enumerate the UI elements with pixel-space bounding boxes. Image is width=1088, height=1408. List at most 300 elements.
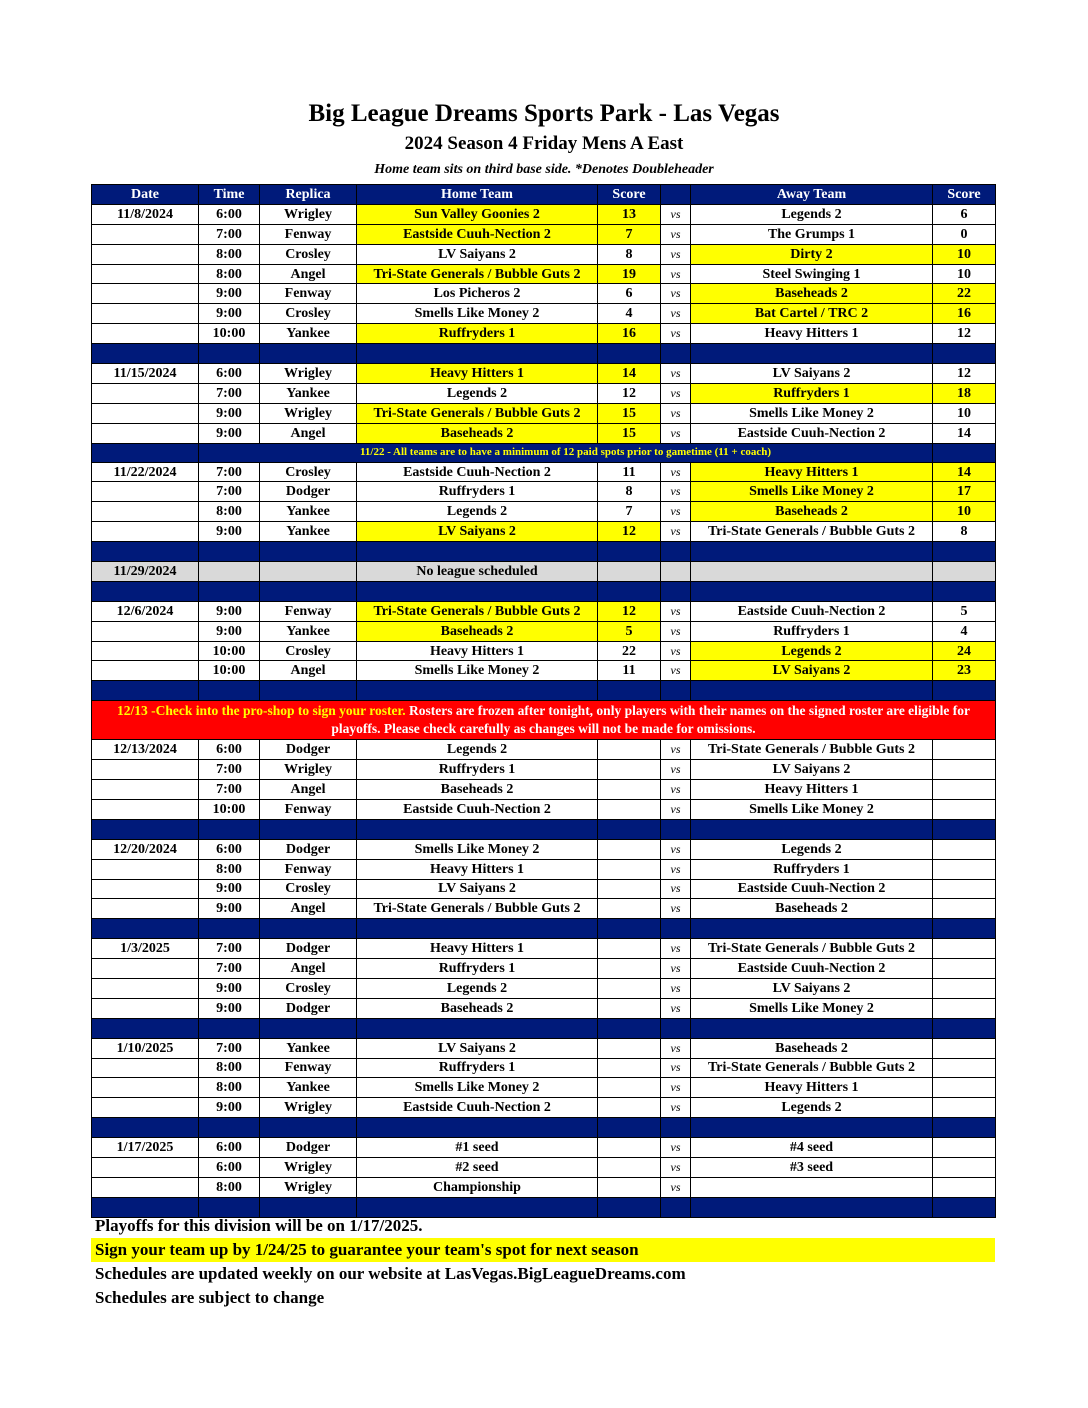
separator-cell — [661, 344, 691, 364]
home-team: Legends 2 — [357, 978, 598, 998]
game-time: 9:00 — [199, 1098, 260, 1118]
game-row — [92, 1078, 996, 1098]
away-team: Steel Swinging 1 — [691, 264, 933, 284]
game-field: Dodger — [260, 1138, 357, 1158]
home-team: Los Picheros 2 — [357, 284, 598, 304]
separator-cell — [661, 681, 691, 701]
vs-label: vs — [661, 978, 691, 998]
separator-cell — [933, 919, 996, 939]
separator-cell — [92, 1118, 199, 1138]
col-header-away-team: Away Team — [691, 185, 933, 205]
separator-cell — [199, 344, 260, 364]
game-row — [92, 859, 996, 879]
game-row — [92, 899, 996, 919]
separator-cell — [598, 542, 661, 562]
away-score: 12 — [933, 324, 996, 344]
empty-cell — [598, 562, 661, 582]
vs-label: vs — [661, 1157, 691, 1177]
game-field: Angel — [260, 423, 357, 443]
game-field: Wrigley — [260, 760, 357, 780]
away-score — [933, 959, 996, 979]
vs-label: vs — [661, 224, 691, 244]
home-team: Eastside Cuuh-Nection 2 — [357, 224, 598, 244]
game-field: Crosley — [260, 978, 357, 998]
game-row — [92, 324, 996, 344]
away-score — [933, 879, 996, 899]
game-date — [92, 264, 199, 284]
home-team: Sun Valley Goonies 2 — [357, 204, 598, 224]
game-row — [92, 780, 996, 800]
vs-label: vs — [661, 998, 691, 1018]
home-score: 5 — [598, 621, 661, 641]
separator-cell — [199, 1118, 260, 1138]
game-field: Angel — [260, 780, 357, 800]
game-field: Dodger — [260, 482, 357, 502]
away-score: 12 — [933, 364, 996, 384]
away-team — [691, 1177, 933, 1197]
game-field: Angel — [260, 959, 357, 979]
away-team: #4 seed — [691, 1138, 933, 1158]
home-team: Legends 2 — [357, 502, 598, 522]
home-team: Heavy Hitters 1 — [357, 364, 598, 384]
home-score — [598, 1138, 661, 1158]
game-date — [92, 1058, 199, 1078]
vs-label: vs — [661, 799, 691, 819]
footer-playoffs: Playoffs for this division will be on 1/17/2025. — [95, 1216, 423, 1235]
game-time: 8:00 — [199, 1058, 260, 1078]
home-score — [598, 1098, 661, 1118]
page-title: Big League Dreams Sports Park - Las Vegas — [308, 100, 780, 127]
game-row — [92, 304, 996, 324]
home-team: Tri-State Generals / Bubble Guts 2 — [357, 264, 598, 284]
separator-cell — [92, 919, 199, 939]
game-field: Crosley — [260, 304, 357, 324]
game-date — [92, 1078, 199, 1098]
vs-label: vs — [661, 522, 691, 542]
away-score — [933, 1058, 996, 1078]
separator-cell — [661, 542, 691, 562]
no-game-text: No league scheduled — [357, 562, 598, 582]
col-header-date: Date — [92, 185, 199, 205]
roster-freeze-alert-row — [92, 701, 996, 740]
vs-label: vs — [661, 839, 691, 859]
game-date — [92, 324, 199, 344]
game-date: 12/20/2024 — [92, 839, 199, 859]
empty-cell — [260, 562, 357, 582]
game-field: Wrigley — [260, 1157, 357, 1177]
vs-label: vs — [661, 204, 691, 224]
game-date — [92, 1157, 199, 1177]
game-row — [92, 364, 996, 384]
game-time: 9:00 — [199, 284, 260, 304]
home-team: Baseheads 2 — [357, 780, 598, 800]
game-time: 8:00 — [199, 1078, 260, 1098]
game-row — [92, 1058, 996, 1078]
no-game-row — [92, 562, 996, 582]
away-score — [933, 939, 996, 959]
schedule-table — [91, 184, 996, 1218]
vs-label: vs — [661, 1038, 691, 1058]
away-team: Baseheads 2 — [691, 284, 933, 304]
game-time: 7:00 — [199, 939, 260, 959]
away-team: Baseheads 2 — [691, 502, 933, 522]
away-score — [933, 998, 996, 1018]
separator-cell — [933, 1018, 996, 1038]
home-score: 16 — [598, 324, 661, 344]
home-score — [598, 879, 661, 899]
game-time: 9:00 — [199, 879, 260, 899]
home-team: Baseheads 2 — [357, 998, 598, 1018]
home-score: 12 — [598, 601, 661, 621]
game-row — [92, 383, 996, 403]
vs-label: vs — [661, 383, 691, 403]
game-field: Crosley — [260, 462, 357, 482]
away-team: Heavy Hitters 1 — [691, 324, 933, 344]
game-field: Fenway — [260, 284, 357, 304]
separator-cell — [199, 542, 260, 562]
separator-cell — [357, 1118, 598, 1138]
vs-label: vs — [661, 879, 691, 899]
separator-cell — [691, 681, 933, 701]
away-score: 10 — [933, 244, 996, 264]
home-score: 14 — [598, 364, 661, 384]
away-team: Eastside Cuuh-Nection 2 — [691, 601, 933, 621]
away-team: Smells Like Money 2 — [691, 403, 933, 423]
home-score — [598, 740, 661, 760]
separator-cell — [933, 542, 996, 562]
away-score — [933, 859, 996, 879]
separator-cell — [92, 1018, 199, 1038]
separator-cell — [357, 1018, 598, 1038]
separator-cell — [260, 581, 357, 601]
home-score — [598, 859, 661, 879]
separator-cell — [691, 819, 933, 839]
separator-cell — [661, 1118, 691, 1138]
home-score: 22 — [598, 641, 661, 661]
col-header-home-team: Home Team — [357, 185, 598, 205]
vs-label: vs — [661, 284, 691, 304]
separator-cell — [199, 581, 260, 601]
away-score — [933, 839, 996, 859]
separator-cell — [357, 681, 598, 701]
away-score: 10 — [933, 264, 996, 284]
vs-label: vs — [661, 1058, 691, 1078]
separator-cell — [92, 819, 199, 839]
game-row — [92, 601, 996, 621]
separator-cell — [260, 542, 357, 562]
alert-body-text: Rosters are frozen after tonight, only players with their names on the signed roster are eligible for playoffs. Please check carefully as changes will not be made for omissions. — [331, 703, 971, 737]
vs-label: vs — [661, 462, 691, 482]
game-time: 8:00 — [199, 264, 260, 284]
col-header-time: Time — [199, 185, 260, 205]
game-time: 9:00 — [199, 899, 260, 919]
game-date: 11/22/2024 — [92, 462, 199, 482]
game-row — [92, 661, 996, 681]
home-score: 4 — [598, 304, 661, 324]
home-team: Heavy Hitters 1 — [357, 859, 598, 879]
home-team: Ruffryders 1 — [357, 959, 598, 979]
away-score: 17 — [933, 482, 996, 502]
away-team: Tri-State Generals / Bubble Guts 2 — [691, 522, 933, 542]
game-field: Yankee — [260, 383, 357, 403]
game-date — [92, 780, 199, 800]
note-cell — [933, 443, 996, 462]
game-row — [92, 879, 996, 899]
empty-cell — [933, 562, 996, 582]
away-score — [933, 1078, 996, 1098]
away-score — [933, 899, 996, 919]
vs-label: vs — [661, 899, 691, 919]
away-team: Smells Like Money 2 — [691, 799, 933, 819]
game-row — [92, 522, 996, 542]
game-field: Fenway — [260, 799, 357, 819]
home-score: 11 — [598, 661, 661, 681]
separator-cell — [92, 542, 199, 562]
home-team: Legends 2 — [357, 383, 598, 403]
game-date: 11/15/2024 — [92, 364, 199, 384]
home-score: 7 — [598, 502, 661, 522]
home-score — [598, 1157, 661, 1177]
game-field: Dodger — [260, 839, 357, 859]
home-score — [598, 978, 661, 998]
separator-cell — [92, 581, 199, 601]
game-date — [92, 641, 199, 661]
game-time: 9:00 — [199, 423, 260, 443]
vs-label: vs — [661, 959, 691, 979]
home-team: Tri-State Generals / Bubble Guts 2 — [357, 601, 598, 621]
vs-label: vs — [661, 939, 691, 959]
separator-cell — [598, 1018, 661, 1038]
game-date — [92, 244, 199, 264]
home-team: Tri-State Generals / Bubble Guts 2 — [357, 403, 598, 423]
game-row — [92, 1138, 996, 1158]
away-score: 5 — [933, 601, 996, 621]
page-subtitle: 2024 Season 4 Friday Mens A East — [404, 133, 684, 154]
game-date — [92, 661, 199, 681]
away-team: Ruffryders 1 — [691, 859, 933, 879]
away-team: Heavy Hitters 1 — [691, 1078, 933, 1098]
game-field: Fenway — [260, 224, 357, 244]
game-time: 6:00 — [199, 740, 260, 760]
week-separator-row — [92, 1118, 996, 1138]
away-team: Eastside Cuuh-Nection 2 — [691, 423, 933, 443]
separator-cell — [260, 1018, 357, 1038]
away-team: LV Saiyans 2 — [691, 661, 933, 681]
home-team: Ruffryders 1 — [357, 1058, 598, 1078]
game-row — [92, 621, 996, 641]
game-time: 6:00 — [199, 1138, 260, 1158]
separator-cell — [691, 581, 933, 601]
vs-label: vs — [661, 403, 691, 423]
home-score: 15 — [598, 403, 661, 423]
separator-cell — [92, 344, 199, 364]
away-score — [933, 740, 996, 760]
vs-label: vs — [661, 740, 691, 760]
col-header-vs — [661, 185, 691, 205]
away-team: Dirty 2 — [691, 244, 933, 264]
separator-cell — [933, 681, 996, 701]
separator-cell — [260, 1118, 357, 1138]
game-row — [92, 244, 996, 264]
game-time: 7:00 — [199, 760, 260, 780]
game-date: 1/3/2025 — [92, 939, 199, 959]
home-team: Ruffryders 1 — [357, 324, 598, 344]
separator-cell — [357, 919, 598, 939]
away-team: Heavy Hitters 1 — [691, 462, 933, 482]
home-score: 8 — [598, 244, 661, 264]
game-field: Wrigley — [260, 204, 357, 224]
game-date: 11/29/2024 — [92, 562, 199, 582]
game-time: 8:00 — [199, 859, 260, 879]
game-date — [92, 621, 199, 641]
separator-cell — [260, 819, 357, 839]
game-row — [92, 740, 996, 760]
away-team: Heavy Hitters 1 — [691, 780, 933, 800]
home-score: 19 — [598, 264, 661, 284]
note-cell — [92, 443, 199, 462]
game-row — [92, 502, 996, 522]
home-team: LV Saiyans 2 — [357, 879, 598, 899]
game-row — [92, 641, 996, 661]
game-row — [92, 998, 996, 1018]
vs-label: vs — [661, 760, 691, 780]
empty-cell — [199, 562, 260, 582]
separator-cell — [661, 819, 691, 839]
game-field: Wrigley — [260, 364, 357, 384]
separator-cell — [661, 581, 691, 601]
home-score: 13 — [598, 204, 661, 224]
home-score — [598, 799, 661, 819]
roster-minimum-note-row — [92, 443, 996, 462]
away-score: 22 — [933, 284, 996, 304]
away-score — [933, 1098, 996, 1118]
game-date — [92, 224, 199, 244]
separator-cell — [598, 681, 661, 701]
separator-cell — [357, 581, 598, 601]
vs-label: vs — [661, 621, 691, 641]
home-team: Smells Like Money 2 — [357, 661, 598, 681]
game-row — [92, 403, 996, 423]
game-field: Yankee — [260, 1078, 357, 1098]
away-team: #3 seed — [691, 1157, 933, 1177]
game-time: 9:00 — [199, 403, 260, 423]
game-time: 7:00 — [199, 383, 260, 403]
vs-label: vs — [661, 859, 691, 879]
vs-label: vs — [661, 601, 691, 621]
game-row — [92, 1177, 996, 1197]
col-header-away-score: Score — [933, 185, 996, 205]
game-date: 11/8/2024 — [92, 204, 199, 224]
away-score — [933, 799, 996, 819]
separator-cell — [357, 542, 598, 562]
home-score — [598, 760, 661, 780]
game-date — [92, 959, 199, 979]
away-score: 6 — [933, 204, 996, 224]
home-team: Tri-State Generals / Bubble Guts 2 — [357, 899, 598, 919]
vs-label: vs — [661, 1177, 691, 1197]
home-team: Eastside Cuuh-Nection 2 — [357, 799, 598, 819]
game-date — [92, 423, 199, 443]
game-time: 9:00 — [199, 621, 260, 641]
game-time: 6:00 — [199, 204, 260, 224]
game-row — [92, 224, 996, 244]
separator-cell — [199, 1018, 260, 1038]
game-time: 9:00 — [199, 978, 260, 998]
game-date — [92, 482, 199, 502]
game-field: Yankee — [260, 621, 357, 641]
game-date — [92, 760, 199, 780]
game-row — [92, 1038, 996, 1058]
home-score: 12 — [598, 383, 661, 403]
footer-website: Schedules are updated weekly on our website at LasVegas.BigLeagueDreams.com — [95, 1264, 686, 1283]
home-team: #1 seed — [357, 1138, 598, 1158]
away-team: Tri-State Generals / Bubble Guts 2 — [691, 939, 933, 959]
game-date: 1/10/2025 — [92, 1038, 199, 1058]
separator-cell — [691, 1118, 933, 1138]
home-score — [598, 780, 661, 800]
away-team: Smells Like Money 2 — [691, 482, 933, 502]
away-team: Baseheads 2 — [691, 899, 933, 919]
away-score — [933, 1038, 996, 1058]
away-score: 23 — [933, 661, 996, 681]
game-date — [92, 502, 199, 522]
vs-label: vs — [661, 641, 691, 661]
vs-label: vs — [661, 324, 691, 344]
game-field: Yankee — [260, 522, 357, 542]
schedule-body — [92, 204, 996, 1217]
game-field: Angel — [260, 264, 357, 284]
home-team: Baseheads 2 — [357, 621, 598, 641]
game-time: 7:00 — [199, 224, 260, 244]
home-score — [598, 998, 661, 1018]
home-score — [598, 1038, 661, 1058]
home-score — [598, 959, 661, 979]
game-time: 10:00 — [199, 641, 260, 661]
game-time: 10:00 — [199, 661, 260, 681]
game-date — [92, 879, 199, 899]
away-team: Tri-State Generals / Bubble Guts 2 — [691, 740, 933, 760]
vs-label: vs — [661, 1138, 691, 1158]
home-team: Heavy Hitters 1 — [357, 939, 598, 959]
game-row — [92, 264, 996, 284]
separator-cell — [357, 819, 598, 839]
game-date — [92, 1177, 199, 1197]
game-time: 9:00 — [199, 998, 260, 1018]
home-team: Legends 2 — [357, 740, 598, 760]
game-field: Wrigley — [260, 1098, 357, 1118]
vs-label: vs — [661, 482, 691, 502]
home-score — [598, 939, 661, 959]
separator-cell — [691, 542, 933, 562]
game-time: 8:00 — [199, 502, 260, 522]
game-field: Crosley — [260, 244, 357, 264]
home-score: 12 — [598, 522, 661, 542]
home-score — [598, 899, 661, 919]
away-score: 0 — [933, 224, 996, 244]
home-score — [598, 1177, 661, 1197]
vs-label: vs — [661, 1098, 691, 1118]
game-field: Yankee — [260, 502, 357, 522]
away-team: LV Saiyans 2 — [691, 364, 933, 384]
away-team: Legends 2 — [691, 204, 933, 224]
game-field: Angel — [260, 899, 357, 919]
separator-cell — [598, 581, 661, 601]
separator-cell — [598, 919, 661, 939]
game-field: Crosley — [260, 879, 357, 899]
away-team: Baseheads 2 — [691, 1038, 933, 1058]
away-score: 14 — [933, 462, 996, 482]
separator-cell — [661, 1018, 691, 1038]
